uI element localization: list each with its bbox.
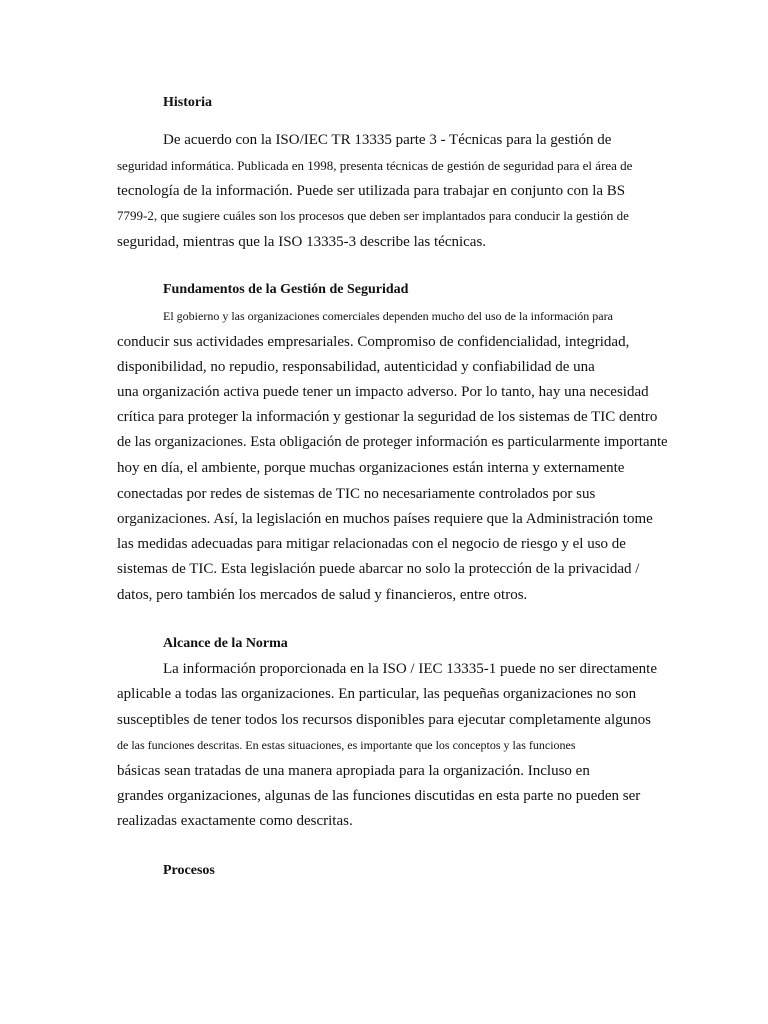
paragraph-line: sistemas de TIC. Esta legislación puede abarcar no solo la protección de la privacidad / — [117, 561, 640, 577]
paragraph-line: seguridad, mientras que la ISO 13335-3 describe las técnicas. — [117, 234, 487, 250]
paragraph-line: de las funciones descritas. En estas situaciones, es importante que los conceptos y las funciones — [117, 738, 576, 752]
paragraph-line: de las organizaciones. Esta obligación de proteger información es particularmente importante — [117, 434, 668, 450]
paragraph-line: El gobierno y las organizaciones comerciales dependen mucho del uso de la información para — [163, 309, 613, 323]
paragraph-line: grandes organizaciones, algunas de las funciones discutidas en esta parte no pueden ser — [117, 788, 641, 804]
paragraph-line: De acuerdo con la ISO/IEC TR 13335 parte 3 - Técnicas para la gestión de — [163, 132, 612, 148]
paragraph-line: aplicable a todas las organizaciones. En particular, las pequeñas organizaciones no son — [117, 686, 637, 702]
paragraph-line: tecnología de la información. Puede ser utilizada para trabajar en conjunto con la BS — [117, 183, 626, 199]
heading-historia: Historia — [163, 95, 212, 110]
paragraph-line: disponibilidad, no repudio, responsabilidad, autenticidad y confiabilidad de una — [117, 359, 595, 375]
paragraph-line: realizadas exactamente como descritas. — [117, 813, 353, 829]
paragraph-line: crítica para proteger la información y gestionar la seguridad de los sistemas de TIC dentro — [117, 409, 658, 425]
paragraph-line: las medidas adecuadas para mitigar relacionadas con el negocio de riesgo y el uso de — [117, 536, 626, 552]
heading-fundamentos: Fundamentos de la Gestión de Seguridad — [163, 282, 409, 297]
paragraph-line: básicas sean tratadas de una manera apropiada para la organización. Incluso en — [117, 763, 590, 779]
paragraph-line: 7799-2, que sugiere cuáles son los procesos que deben ser implantados para conducir la gestión de — [117, 208, 629, 223]
paragraph-line: La información proporcionada en la ISO / IEC 13335-1 puede no ser directamente — [163, 661, 657, 677]
heading-alcance: Alcance de la Norma — [163, 636, 288, 651]
paragraph-line: susceptibles de tener todos los recursos disponibles para ejecutar completamente algunos — [117, 712, 652, 728]
paragraph-line: hoy en día, el ambiente, porque muchas organizaciones están interna y externamente — [117, 460, 625, 476]
paragraph-line: conducir sus actividades empresariales. Compromiso de confidencialidad, integridad, — [117, 334, 630, 350]
paragraph-line: organizaciones. Así, la legislación en muchos países requiere que la Administración tome — [117, 511, 653, 527]
paragraph-line: datos, pero también los mercados de salud y financieros, entre otros. — [117, 587, 528, 603]
paragraph-line: una organización activa puede tener un impacto adverso. Por lo tanto, hay una necesidad — [117, 384, 649, 400]
paragraph-line: seguridad informática. Publicada en 1998, presenta técnicas de gestión de seguridad para el área de — [117, 158, 633, 173]
paragraph-line: conectadas por redes de sistemas de TIC no necesariamente controlados por sus — [117, 486, 596, 502]
heading-procesos: Procesos — [163, 863, 215, 878]
